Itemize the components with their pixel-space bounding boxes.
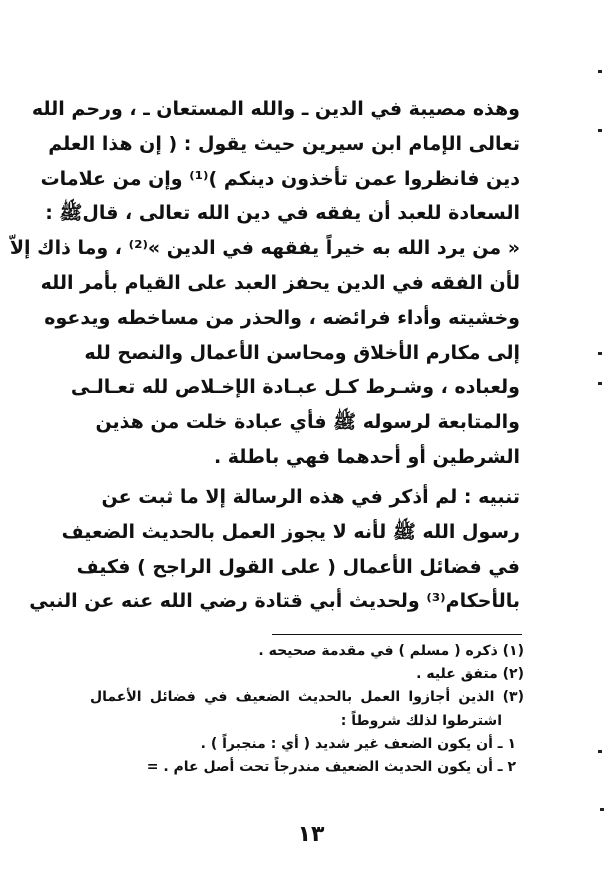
note-line: في فضائل الأعمال ( على القول الراجح ) فكيف [76, 555, 520, 578]
text-line: الشرطين أو أحدهما فهي باطلة . [213, 445, 520, 468]
scan-mark [598, 129, 602, 132]
note-line: تنبيه : لم أذكر في هذه الرسالة إلا ما ثبت عن [101, 486, 520, 508]
scan-mark [598, 382, 602, 385]
text-line: دين فانظروا عمن تأخذون دينكم )⁽¹⁾ وإن من علامات [40, 167, 520, 190]
text-line: السعادة للعبد أن يفقه في دين الله تعالى ، قالﷺ : [45, 202, 520, 225]
note-line: رسول الله ﷺ لأنه لا يجوز العمل بالحديث الضعيف [61, 520, 520, 543]
text-line: « من يرد الله به خيراً يفقهه في الدين »⁽²⁾ ، وما ذاك إلاّ [9, 237, 520, 260]
text-line: إلى مكارم الأخلاق ومحاسن الأعمال والنصح لله [84, 341, 520, 364]
footnote-1: (١) ذكره ( مسلم ) في مقدمة صحيحه . [258, 643, 524, 659]
scan-mark [598, 70, 602, 73]
scan-mark [598, 750, 602, 753]
footnote-2: (٢) متفق عليه . [416, 666, 524, 683]
footnotes [90, 640, 524, 779]
note-paragraph [29, 480, 520, 619]
footnote-3-continuation: اشترطوا لذلك شروطاً : [340, 712, 502, 729]
main-paragraph [9, 92, 520, 475]
text-line: وخشيته وأداء فرائضه ، والحذر من مساخطه ويدعوه [44, 306, 520, 329]
text-line: لأن الفقه في الدين يحفز العبد على القيام بأمر الله [40, 271, 520, 294]
text-line: وهذه مصيبة في الدين ـ والله المستعان ـ ، ورحم الله [31, 98, 520, 120]
page-number: ١٣ [297, 822, 325, 847]
footnote-3-condition-2: ٢ ـ أن يكون الحديث الضعيف مندرجاً تحت أصل عام . = [146, 758, 516, 775]
scan-mark [598, 352, 602, 355]
footnote-3: (٣) الذين أجازوا العمل بالحديث الضعيف في فضائل الأعمال [90, 689, 524, 706]
text-line: تعالى الإمام ابن سيرين حيث يقول : ( إن هذا العلم [48, 132, 520, 155]
scan-mark [600, 808, 604, 811]
text-line: ولعباده ، وشـرط كـل عبـادة الإخـلاص لله تعـالـى [70, 376, 520, 399]
footnote-3-condition-1: ١ ـ أن يكون الضعف غير شديد ( أي : منجبراً ) . [200, 735, 516, 752]
note-line: بالأحكام⁽³⁾ ولحديث أبي قتادة رضي الله عنه عن النبي [29, 590, 520, 613]
footnote-separator [272, 634, 522, 635]
text-line: والمتابعة لرسوله ﷺ فأي عبادة خلت من هذين [95, 411, 520, 434]
